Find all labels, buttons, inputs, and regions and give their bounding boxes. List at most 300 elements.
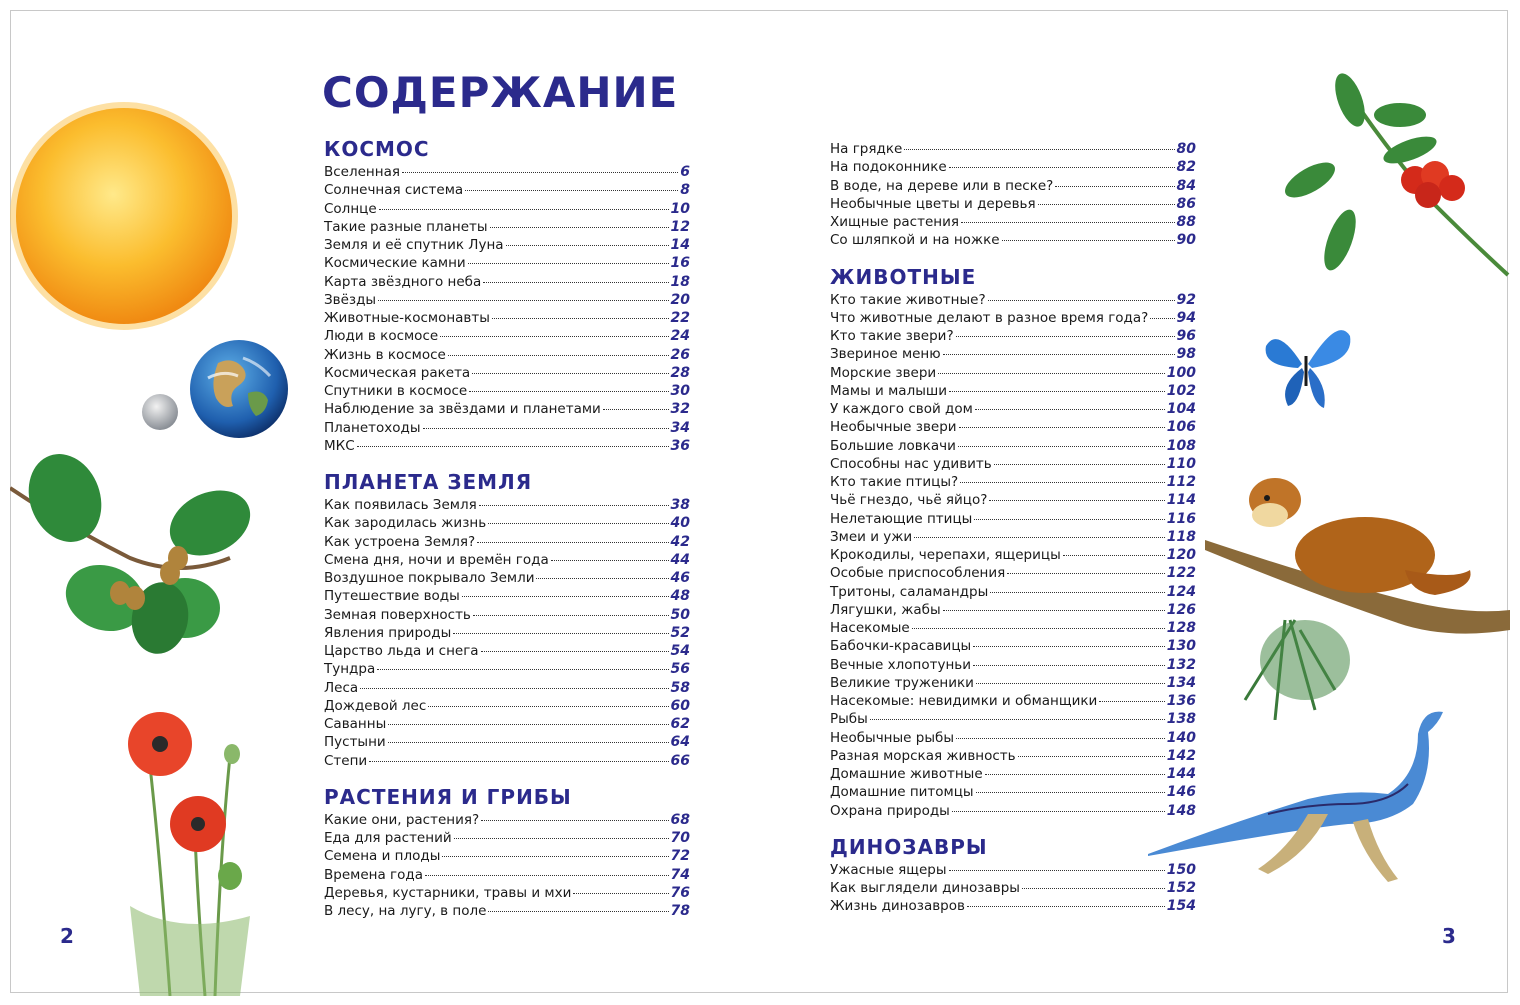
- toc-entry-page-number: 112: [1166, 474, 1196, 490]
- toc-entry-title: Тундра: [324, 661, 376, 678]
- toc-entry-page-number: 98: [1176, 346, 1196, 363]
- dot-leader: [1063, 555, 1165, 556]
- dot-leader: [506, 245, 669, 246]
- marten-illustration: [1205, 470, 1510, 720]
- toc-entry-page-number: 136: [1166, 693, 1196, 709]
- toc-entry-title: Как появилась Земля: [324, 497, 477, 513]
- toc-entry[interactable]: [324, 733, 690, 751]
- dot-leader: [453, 633, 668, 634]
- dot-leader: [388, 724, 668, 725]
- toc-entry-title: Хищные растения: [830, 214, 959, 230]
- toc-entry-title: Кто такие птицы?: [830, 474, 959, 490]
- toc-entry-page-number: 78: [670, 903, 690, 919]
- dinosaur-illustration: [1148, 704, 1448, 894]
- toc-entry[interactable]: [324, 382, 690, 400]
- dot-leader: [1022, 888, 1165, 889]
- toc-entry-title: Вечные хлопотуньи: [830, 656, 971, 673]
- toc-entry[interactable]: [830, 528, 1196, 546]
- toc-entry-title: Звёзды: [324, 291, 377, 308]
- toc-section: [830, 140, 1196, 250]
- toc-entry[interactable]: [324, 514, 690, 532]
- toc-entry[interactable]: [324, 309, 690, 327]
- toc-entry-title: Крокодилы, черепахи, ящерицы: [830, 547, 1061, 563]
- toc-section: [830, 833, 1196, 916]
- toc-entry-title: Солнце: [324, 200, 377, 217]
- oak-branch-illustration: [10, 448, 260, 658]
- toc-entry[interactable]: [324, 533, 690, 551]
- toc-entry-title: Такие разные планеты: [324, 218, 488, 235]
- dot-leader: [472, 373, 668, 374]
- dot-leader: [973, 646, 1165, 647]
- toc-entry-page-number: 12: [670, 218, 690, 235]
- toc-entry-title: Еда для растений: [324, 830, 452, 846]
- toc-entry-page-number: 56: [670, 661, 690, 678]
- toc-entry-page-number: 58: [670, 679, 690, 696]
- toc-entry-page-number: 60: [670, 697, 690, 714]
- butterfly-illustration: [1258, 316, 1354, 412]
- toc-entry[interactable]: [324, 642, 690, 660]
- dot-leader: [1007, 573, 1165, 574]
- toc-entry-title: У каждого свой дом: [830, 401, 973, 417]
- toc-entry[interactable]: [830, 510, 1196, 528]
- toc-entry-page-number: 72: [670, 848, 690, 865]
- dot-leader: [479, 505, 669, 506]
- dot-leader: [488, 523, 668, 524]
- toc-entry-title: Домашние животные: [830, 766, 983, 782]
- toc-entry[interactable]: [830, 674, 1196, 692]
- dot-leader: [943, 610, 1165, 611]
- toc-entry-title: Солнечная система: [324, 182, 464, 199]
- toc-entry[interactable]: [324, 847, 690, 865]
- toc-entry[interactable]: [324, 606, 690, 624]
- dot-leader: [990, 592, 1165, 593]
- toc-entry-title: Степи: [324, 752, 368, 769]
- toc-entry[interactable]: [830, 327, 1196, 345]
- toc-entry-title: Воздушное покрывало Земли: [324, 570, 535, 586]
- toc-entry-title: Наблюдение за звёздами и планетами: [324, 401, 601, 418]
- toc-entry-page-number: 154: [1166, 898, 1196, 915]
- toc-entry-page-number: 44: [670, 551, 690, 568]
- toc-entry-title: Необычные цветы и деревья: [830, 195, 1036, 212]
- toc-entry-page-number: 42: [670, 533, 690, 550]
- dot-leader: [959, 427, 1165, 428]
- toc-entry-page-number: 82: [1176, 159, 1196, 176]
- page-number-left: 2: [60, 924, 74, 948]
- toc-entry[interactable]: [830, 637, 1196, 655]
- toc-entry[interactable]: [324, 400, 690, 418]
- toc-entry-page-number: 46: [670, 570, 690, 586]
- toc-entry-title: МКС: [324, 437, 355, 454]
- toc-entry[interactable]: [830, 601, 1196, 619]
- dot-leader: [976, 683, 1165, 684]
- toc-entry-page-number: 140: [1166, 729, 1196, 746]
- toc-entry[interactable]: [830, 158, 1196, 176]
- dot-leader: [943, 354, 1175, 355]
- toc-entry[interactable]: [324, 679, 690, 697]
- dot-leader: [369, 761, 668, 762]
- toc-entry[interactable]: [324, 364, 690, 382]
- toc-entry[interactable]: [830, 382, 1196, 400]
- dot-leader: [469, 391, 668, 392]
- toc-entry[interactable]: [324, 569, 690, 587]
- toc-entry-title: Кто такие звери?: [830, 328, 954, 344]
- dot-leader: [960, 482, 1165, 483]
- dot-leader: [958, 446, 1165, 447]
- toc-entry-title: Как зародилась жизнь: [324, 515, 487, 532]
- toc-entry[interactable]: [324, 902, 690, 920]
- toc-entry[interactable]: [324, 715, 690, 733]
- toc-entry[interactable]: [324, 660, 690, 678]
- toc-section: [324, 135, 690, 455]
- dot-leader: [473, 615, 669, 616]
- toc-entry-page-number: 38: [670, 497, 690, 513]
- toc-entry-page-number: 88: [1176, 214, 1196, 230]
- dot-leader: [377, 669, 668, 670]
- toc-entry-page-number: 68: [670, 811, 690, 828]
- toc-entry-title: Как выглядели динозавры: [830, 880, 1020, 896]
- toc-entry[interactable]: [830, 437, 1196, 455]
- dot-leader: [573, 893, 668, 894]
- toc-entry-title: Насекомые: [830, 620, 910, 636]
- toc-entry-page-number: 114: [1166, 492, 1196, 509]
- toc-entry-title: Тритоны, саламандры: [830, 583, 989, 600]
- toc-entry[interactable]: [324, 236, 690, 254]
- section-heading: ДИНОЗАВРЫ: [830, 834, 988, 859]
- toc-entry-page-number: 102: [1166, 382, 1196, 399]
- toc-entry-page-number: 10: [670, 200, 690, 217]
- toc-entry-title: На подоконнике: [830, 159, 947, 176]
- toc-entry-page-number: 130: [1166, 638, 1196, 655]
- dot-leader: [1099, 701, 1164, 702]
- toc-entry[interactable]: [324, 624, 690, 642]
- dot-leader: [973, 665, 1165, 666]
- dot-leader: [989, 500, 1164, 501]
- toc-entry[interactable]: [830, 455, 1196, 473]
- toc-entry[interactable]: [324, 273, 690, 291]
- toc-entry-title: Семена и плоды: [324, 848, 441, 865]
- dot-leader: [402, 172, 678, 173]
- toc-entry[interactable]: [324, 884, 690, 902]
- toc-entry[interactable]: [324, 181, 690, 199]
- toc-entry[interactable]: [324, 829, 690, 847]
- section-heading: ЖИВОТНЫЕ: [830, 264, 977, 289]
- toc-entry[interactable]: [830, 291, 1196, 309]
- toc-entry[interactable]: [324, 437, 690, 455]
- toc-entry-page-number: 150: [1166, 861, 1196, 878]
- moon-illustration: [140, 392, 180, 432]
- toc-entry-title: Космическая ракета: [324, 364, 471, 381]
- dot-leader: [994, 464, 1165, 465]
- toc-entry-page-number: 84: [1176, 177, 1196, 194]
- toc-entry-page-number: 152: [1166, 880, 1196, 896]
- toc-entry-page-number: 128: [1166, 620, 1196, 636]
- dot-leader: [492, 318, 669, 319]
- toc-entry-page-number: 14: [670, 237, 690, 253]
- dot-leader: [961, 222, 1175, 223]
- dot-leader: [985, 774, 1165, 775]
- toc-entry-page-number: 28: [670, 364, 690, 381]
- dot-leader: [1002, 240, 1175, 241]
- toc-entry-title: Саванны: [324, 716, 387, 732]
- toc-entry-title: Большие ловкачи: [830, 437, 956, 454]
- toc-entry[interactable]: [830, 564, 1196, 582]
- dot-leader: [870, 719, 1165, 720]
- dot-leader: [952, 811, 1165, 812]
- toc-entry-page-number: 50: [670, 606, 690, 623]
- toc-entry[interactable]: [830, 710, 1196, 728]
- toc-entry[interactable]: [830, 546, 1196, 564]
- dot-leader: [360, 688, 668, 689]
- dot-leader: [425, 875, 669, 876]
- dot-leader: [956, 738, 1165, 739]
- toc-entry-page-number: 138: [1166, 711, 1196, 728]
- toc-entry-title: Земля и её спутник Луна: [324, 237, 504, 253]
- toc-entry[interactable]: [830, 692, 1196, 710]
- toc-entry-page-number: 26: [670, 346, 690, 363]
- toc-entry[interactable]: [830, 309, 1196, 327]
- toc-entry-title: Ужасные ящеры: [830, 861, 947, 878]
- dot-leader: [988, 300, 1175, 301]
- dot-leader: [448, 355, 669, 356]
- toc-entry[interactable]: [324, 697, 690, 715]
- toc-entry-page-number: 92: [1176, 291, 1196, 308]
- toc-entry[interactable]: [830, 879, 1196, 897]
- dot-leader: [938, 373, 1165, 374]
- toc-entry-title: Люди в космосе: [324, 328, 439, 345]
- toc-entry[interactable]: [324, 587, 690, 605]
- dot-leader: [454, 838, 669, 839]
- toc-entry-title: Как устроена Земля?: [324, 533, 476, 550]
- toc-entry-title: Космические камни: [324, 255, 466, 272]
- toc-entry-page-number: 86: [1176, 195, 1196, 212]
- toc-entry-title: Земная поверхность: [324, 606, 471, 623]
- toc-entry-page-number: 100: [1166, 364, 1196, 381]
- dot-leader: [551, 560, 669, 561]
- toc-entry[interactable]: [830, 656, 1196, 674]
- toc-entry[interactable]: [830, 747, 1196, 765]
- dot-leader: [440, 336, 668, 337]
- toc-entry-page-number: 24: [670, 328, 690, 345]
- toc-entry-title: Смена дня, ночи и времён года: [324, 551, 549, 568]
- toc-entry-page-number: 124: [1166, 583, 1196, 600]
- toc-entry-page-number: 132: [1166, 656, 1196, 673]
- toc-entry-title: Бабочки-красавицы: [830, 638, 972, 655]
- dot-leader: [949, 391, 1165, 392]
- dot-leader: [462, 596, 669, 597]
- dot-leader: [1038, 204, 1175, 205]
- toc-entry-page-number: 90: [1176, 232, 1196, 249]
- toc-entry-page-number: 120: [1166, 547, 1196, 563]
- toc-entry[interactable]: [324, 327, 690, 345]
- dot-leader: [442, 856, 668, 857]
- dot-leader: [603, 409, 669, 410]
- dot-leader: [477, 542, 668, 543]
- toc-entry-page-number: 74: [670, 866, 690, 883]
- toc-entry-title: Карта звёздного неба: [324, 273, 482, 290]
- toc-entry-title: Времена года: [324, 866, 423, 883]
- toc-entry-title: Нелетающие птицы: [830, 510, 973, 527]
- dot-leader: [483, 282, 668, 283]
- toc-entry[interactable]: [830, 729, 1196, 747]
- toc-entry[interactable]: [830, 861, 1196, 879]
- toc-entry-page-number: 96: [1176, 328, 1196, 344]
- toc-entry-page-number: 62: [670, 716, 690, 732]
- toc-entry[interactable]: [830, 783, 1196, 801]
- toc-entry-page-number: 134: [1166, 674, 1196, 691]
- toc-entry-title: Явления природы: [324, 624, 452, 641]
- toc-entry-page-number: 80: [1176, 141, 1196, 157]
- toc-entry-page-number: 108: [1166, 437, 1196, 454]
- section-heading: КОСМОС: [324, 137, 430, 161]
- dot-leader: [357, 446, 669, 447]
- toc-entry[interactable]: [324, 419, 690, 437]
- toc-entry[interactable]: [830, 213, 1196, 231]
- toc-entry[interactable]: [830, 345, 1196, 363]
- toc-entry-title: Чьё гнездо, чьё яйцо?: [830, 492, 988, 509]
- dot-leader: [488, 911, 668, 912]
- dot-leader: [967, 906, 1165, 907]
- toc-entry-title: В воде, на дереве или в песке?: [830, 177, 1054, 194]
- toc-entry-page-number: 54: [670, 643, 690, 659]
- toc-entry[interactable]: [324, 811, 690, 829]
- toc-entry[interactable]: [830, 195, 1196, 213]
- section-heading: ПЛАНЕТА ЗЕМЛЯ: [324, 470, 533, 494]
- dot-leader: [914, 537, 1165, 538]
- dot-leader: [974, 519, 1164, 520]
- toc-entry-title: Животные-космонавты: [324, 310, 490, 326]
- toc-entry-title: Со шляпкой и на ножке: [830, 232, 1000, 249]
- toc-entry-title: Пустыни: [324, 734, 386, 751]
- toc-entry-title: Охрана природы: [830, 802, 950, 819]
- toc-entry[interactable]: [830, 583, 1196, 601]
- toc-entry-page-number: 36: [670, 437, 690, 454]
- toc-entry[interactable]: [324, 218, 690, 236]
- toc-entry-page-number: 18: [670, 273, 690, 290]
- toc-entry-page-number: 16: [670, 255, 690, 272]
- toc-entry[interactable]: [830, 231, 1196, 249]
- toc-entry[interactable]: [830, 140, 1196, 158]
- toc-entry[interactable]: [324, 291, 690, 309]
- toc-entry[interactable]: [830, 418, 1196, 436]
- toc-entry-title: Необычные рыбы: [830, 729, 954, 746]
- dot-leader: [1018, 756, 1165, 757]
- toc-entry-page-number: 118: [1166, 528, 1196, 545]
- toc-entry[interactable]: [324, 200, 690, 218]
- toc-entry[interactable]: [830, 491, 1196, 509]
- toc-entry-page-number: 32: [670, 401, 690, 418]
- toc-entry-page-number: 48: [670, 588, 690, 605]
- page-title: СОДЕРЖАНИЕ: [322, 68, 679, 117]
- toc-entry-page-number: 76: [670, 884, 690, 901]
- toc-entry-title: Вселенная: [324, 164, 400, 180]
- toc-entry[interactable]: [830, 400, 1196, 418]
- toc-entry[interactable]: [324, 866, 690, 884]
- toc-entry[interactable]: [324, 254, 690, 272]
- toc-entry-title: Какие они, растения?: [324, 811, 480, 828]
- toc-entry-title: Домашние питомцы: [830, 784, 974, 801]
- toc-entry-page-number: 148: [1166, 802, 1196, 819]
- dot-leader: [975, 409, 1165, 410]
- toc-entry-title: Спутники в космосе: [324, 383, 468, 399]
- toc-entry[interactable]: [830, 177, 1196, 195]
- toc-entry-title: В лесу, на лугу, в поле: [324, 903, 487, 919]
- toc-entry-page-number: 52: [670, 624, 690, 641]
- toc-entry-page-number: 146: [1166, 784, 1196, 801]
- toc-entry-title: Змеи и ужи: [830, 528, 913, 545]
- toc-entry[interactable]: [324, 551, 690, 569]
- toc-entry-page-number: 22: [670, 310, 690, 326]
- toc-entry-page-number: 34: [670, 419, 690, 436]
- toc-entry[interactable]: [830, 364, 1196, 382]
- toc-entry[interactable]: [830, 473, 1196, 491]
- toc-entry-page-number: 116: [1166, 510, 1196, 527]
- toc-entry-page-number: 110: [1166, 455, 1196, 472]
- sun-illustration: [8, 100, 240, 332]
- toc-entry-page-number: 40: [670, 515, 690, 532]
- dot-leader: [956, 336, 1175, 337]
- dot-leader: [388, 742, 669, 743]
- toc-entry-title: Что животные делают в разное время года?: [830, 309, 1149, 326]
- toc-entry[interactable]: [324, 163, 690, 181]
- toc-entry-page-number: 70: [670, 830, 690, 846]
- toc-entry[interactable]: [830, 765, 1196, 783]
- toc-section: [830, 263, 1196, 820]
- toc-entry-title: Разная морская живность: [830, 747, 1016, 764]
- toc-entry-title: Великие труженики: [830, 674, 974, 691]
- toc-entry-page-number: 30: [670, 383, 690, 399]
- dot-leader: [1055, 186, 1174, 187]
- toc-entry[interactable]: [324, 496, 690, 514]
- toc-entry-title: Морские звери: [830, 364, 937, 381]
- dot-leader: [904, 149, 1174, 150]
- toc-entry-page-number: 6: [680, 164, 690, 180]
- toc-entry-title: Деревья, кустарники, травы и мхи: [324, 884, 572, 901]
- dot-leader: [1150, 318, 1174, 319]
- toc-entry[interactable]: [830, 802, 1196, 820]
- dot-leader: [428, 706, 668, 707]
- dot-leader: [490, 227, 669, 228]
- toc-entry-title: Мамы и малыши: [830, 382, 947, 399]
- dot-leader: [481, 820, 668, 821]
- toc-entry-page-number: 64: [670, 734, 690, 751]
- toc-entry-title: Звериное меню: [830, 346, 941, 363]
- toc-entry[interactable]: [830, 897, 1196, 915]
- dot-leader: [949, 167, 1175, 168]
- toc-entry-title: Планетоходы: [324, 419, 421, 436]
- toc-entry-page-number: 142: [1166, 747, 1196, 764]
- toc-left-column: [324, 135, 690, 933]
- dot-leader: [378, 300, 668, 301]
- toc-entry-page-number: 144: [1166, 766, 1196, 782]
- toc-entry-page-number: 94: [1176, 309, 1196, 326]
- toc-entry-title: Леса: [324, 679, 359, 696]
- toc-entry-title: Насекомые: невидимки и обманщики: [830, 693, 1098, 709]
- dot-leader: [481, 651, 669, 652]
- toc-entry-title: Дождевой лес: [324, 697, 427, 714]
- toc-entry[interactable]: [830, 619, 1196, 637]
- dot-leader: [949, 870, 1165, 871]
- toc-entry[interactable]: [324, 346, 690, 364]
- tomato-plant-illustration: [1280, 60, 1512, 290]
- toc-entry-title: На грядке: [830, 141, 903, 157]
- toc-entry-page-number: 66: [670, 752, 690, 769]
- toc-entry-title: Необычные звери: [830, 419, 957, 436]
- dot-leader: [536, 578, 668, 579]
- toc-entry[interactable]: [324, 752, 690, 770]
- dot-leader: [465, 190, 678, 191]
- dot-leader: [379, 209, 669, 210]
- toc-entry-title: Жизнь в космосе: [324, 346, 446, 363]
